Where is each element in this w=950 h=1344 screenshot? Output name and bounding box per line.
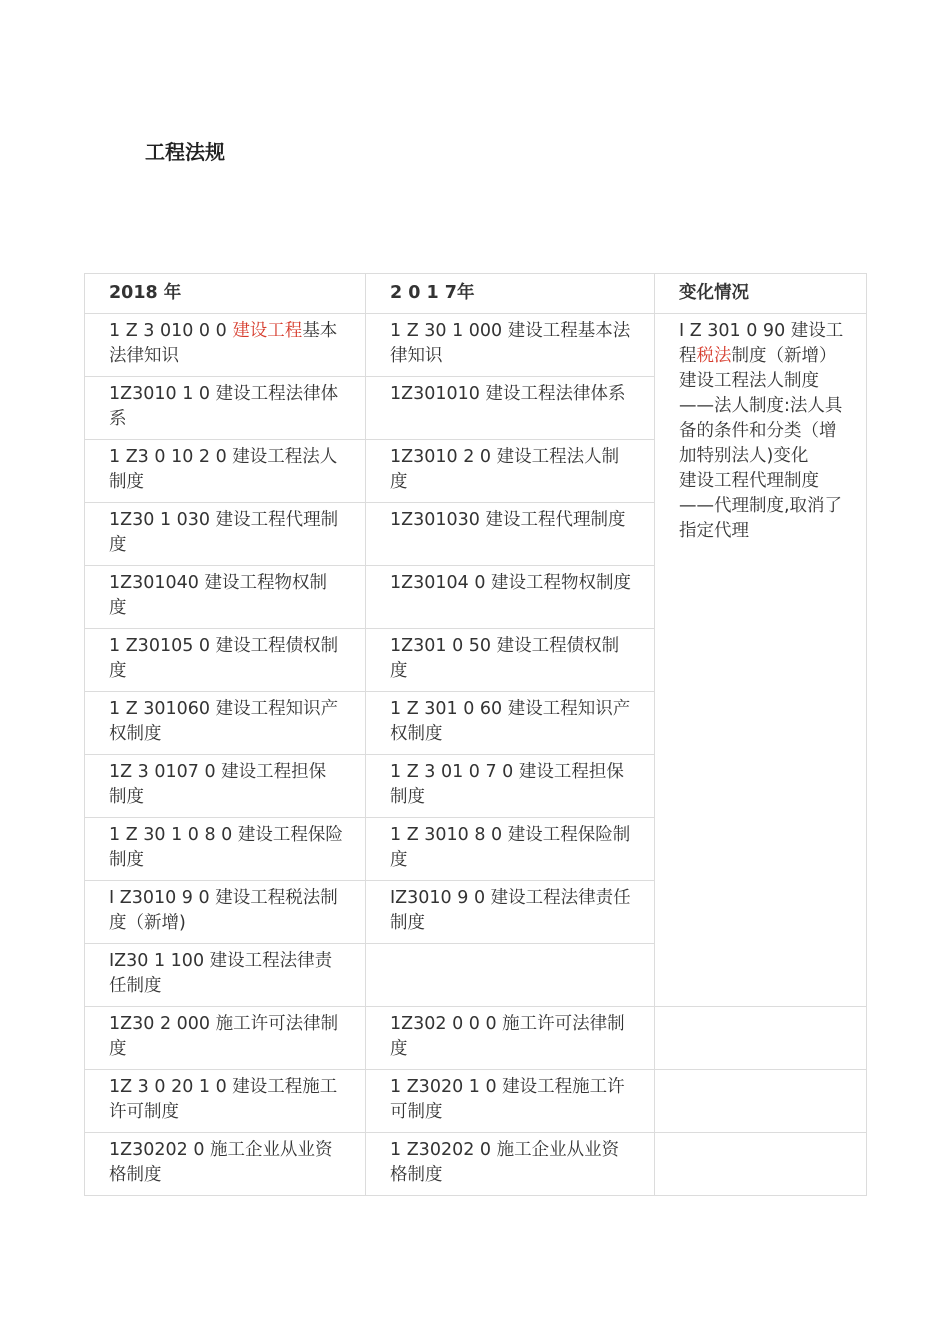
cell-change bbox=[655, 1070, 867, 1133]
cell-2018: 1 Z 30 1 0 8 0 建设工程保险制度 bbox=[85, 818, 366, 881]
cell-2017: 1 Z 3 01 0 7 0 建设工程担保制度 bbox=[366, 755, 655, 818]
section-cell-2018: 1 Z 3 010 0 0 建设工程基本法律知识 bbox=[85, 314, 366, 377]
cell-2017: 1 Z 301 0 60 建设工程知识产权制度 bbox=[366, 692, 655, 755]
cell-2018: 1 Z3 0 10 2 0 建设工程法人制度 bbox=[85, 440, 366, 503]
cell-2017: 1Z301030 建设工程代理制度 bbox=[366, 503, 655, 566]
cell-2017: 1 Z3020 1 0 建设工程施工许可制度 bbox=[366, 1070, 655, 1133]
cell-2018: 1Z3010 1 0 建设工程法律体系 bbox=[85, 377, 366, 440]
header-2017: 2 0 1 7年 bbox=[366, 274, 655, 314]
cell-change bbox=[655, 1007, 867, 1070]
table-header-row bbox=[85, 274, 867, 314]
change-description-cell: I Z 301 0 90 建设工程税法制度（新增）建设工程法人制度——法人制度:法人具备的条件和分类（增加特别法人)变化 建设工程代理制度——代理制度,取消了指定代理 bbox=[655, 314, 867, 1007]
section-row bbox=[85, 314, 867, 377]
cell-2017: 1Z301 0 50 建设工程债权制度 bbox=[366, 629, 655, 692]
cell-2018: IZ30 1 100 建设工程法律责任制度 bbox=[85, 944, 366, 1007]
cell-2017: 1Z30104 0 建设工程物权制度 bbox=[366, 566, 655, 629]
cell-2017 bbox=[366, 944, 655, 1007]
cell-change bbox=[655, 1133, 867, 1196]
table-row bbox=[85, 1133, 867, 1196]
comparison-table bbox=[84, 273, 867, 1196]
header-2018: 2018 年 bbox=[85, 274, 366, 314]
cell-2017: 1 Z 3010 8 0 建设工程保险制度 bbox=[366, 818, 655, 881]
section-cell-2018: 1Z30 2 000 施工许可法律制度 bbox=[85, 1007, 366, 1070]
cell-2018: 1 Z 301060 建设工程知识产权制度 bbox=[85, 692, 366, 755]
cell-2017: 1 Z30202 0 施工企业从业资格制度 bbox=[366, 1133, 655, 1196]
cell-2018: 1Z 3 0107 0 建设工程担保制度 bbox=[85, 755, 366, 818]
document-title: 工程法规 bbox=[145, 140, 225, 164]
cell-2018: Ⅰ Z3010 9 0 建设工程税法制度（新增) bbox=[85, 881, 366, 944]
cell-2018: 1Z30202 0 施工企业从业资格制度 bbox=[85, 1133, 366, 1196]
cell-2017: IZ3010 9 0 建设工程法律责任制度 bbox=[366, 881, 655, 944]
cell-2018: 1Z301040 建设工程物权制度 bbox=[85, 566, 366, 629]
cell-2017: 1Z301010 建设工程法律体系 bbox=[366, 377, 655, 440]
section-cell-2017: 1 Z 30 1 000 建设工程基本法律知识 bbox=[366, 314, 655, 377]
cell-2018: 1Z 3 0 20 1 0 建设工程施工许可制度 bbox=[85, 1070, 366, 1133]
cell-2018: 1 Z30105 0 建设工程债权制度 bbox=[85, 629, 366, 692]
section-cell-2017: 1Z302 0 0 0 施工许可法律制度 bbox=[366, 1007, 655, 1070]
section-row bbox=[85, 1007, 867, 1070]
table-row bbox=[85, 1070, 867, 1133]
cell-2018: 1Z30 1 030 建设工程代理制度 bbox=[85, 503, 366, 566]
header-change: 变化情况 bbox=[655, 274, 867, 314]
cell-2017: 1Z3010 2 0 建设工程法人制度 bbox=[366, 440, 655, 503]
